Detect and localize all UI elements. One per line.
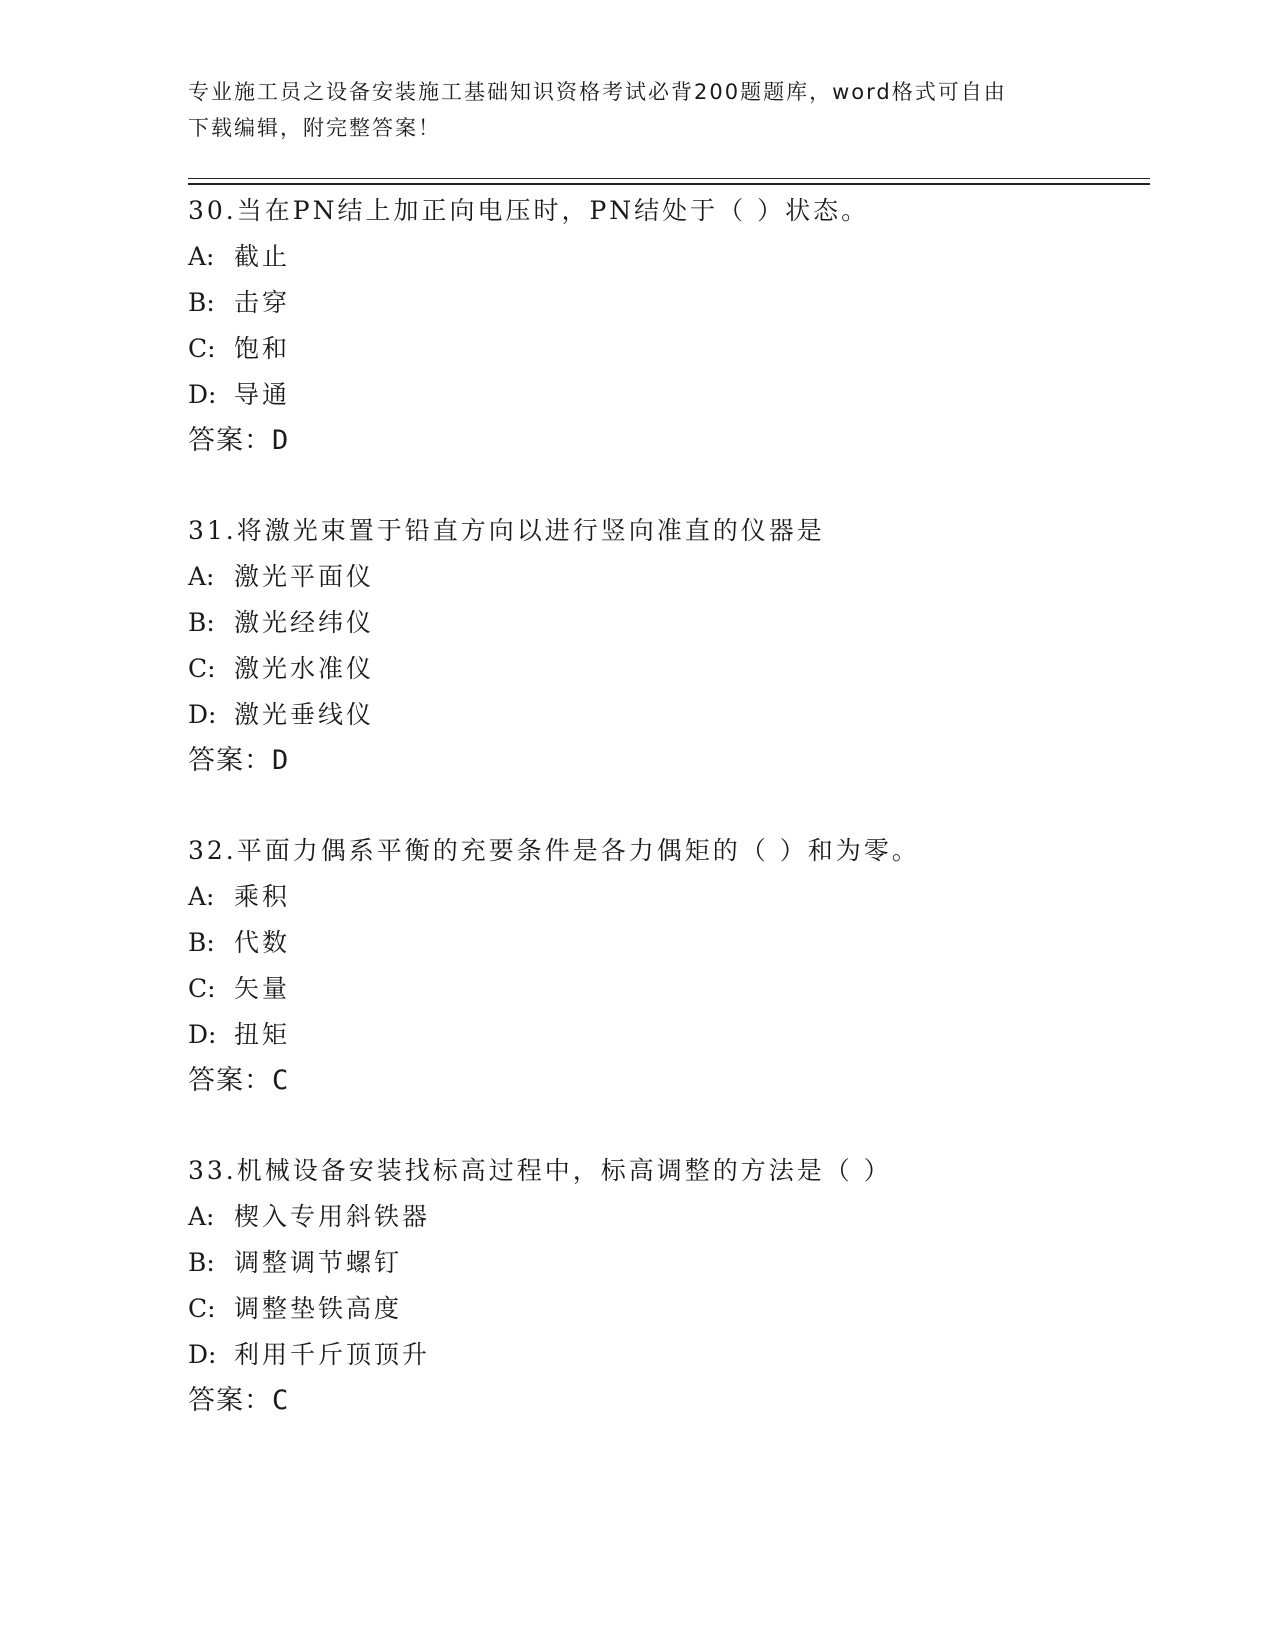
answer-label: 答案：: [188, 1385, 272, 1416]
option-a: [188, 234, 1148, 280]
option-text: 矢量: [234, 974, 291, 1003]
question-item: [188, 188, 1148, 508]
answer-label: 答案：: [188, 425, 272, 456]
option-key: C:: [188, 334, 216, 363]
option-c: [188, 1286, 1148, 1332]
answer-value: D: [272, 745, 290, 776]
question-stem: 33.机械设备安装找标高过程中，标高调整的方法是（ ）: [188, 1156, 892, 1185]
option-text: 代数: [234, 928, 291, 957]
option-b: [188, 920, 1148, 966]
answer-value: C: [272, 1385, 290, 1416]
option-key: D:: [188, 1340, 217, 1369]
answer-label: 答案：: [188, 745, 272, 776]
question-item: [188, 508, 1148, 828]
answer-label: 答案：: [188, 1065, 272, 1096]
option-key: C:: [188, 974, 216, 1003]
option-text: 饱和: [234, 334, 291, 363]
question-list: [188, 188, 1148, 1468]
option-text: 乘积: [234, 882, 291, 911]
option-key: B:: [188, 608, 215, 637]
question-item: [188, 1148, 1148, 1468]
question-stem: 31.将激光束置于铅直方向以进行竖向准直的仪器是: [188, 516, 825, 545]
header-line-2: 下载编辑，附完整答案！: [188, 116, 441, 140]
option-b: [188, 600, 1148, 646]
option-text: 楔入专用斜铁器: [234, 1202, 431, 1231]
option-b: [188, 1240, 1148, 1286]
option-key: B:: [188, 928, 215, 957]
question-stem: 30.当在PN结上加正向电压时，PN结处于（ ）状态。: [188, 196, 870, 225]
answer-line: [188, 1058, 1148, 1104]
option-text: 激光经纬仪: [234, 608, 375, 637]
option-c: [188, 646, 1148, 692]
answer-value: C: [272, 1065, 290, 1096]
answer-line: [188, 418, 1148, 464]
option-key: B:: [188, 1248, 215, 1277]
option-key: A:: [188, 242, 215, 271]
option-text: 调整调节螺钉: [234, 1248, 403, 1277]
document-header: [188, 74, 1068, 146]
option-c: [188, 966, 1148, 1012]
option-text: 调整垫铁高度: [234, 1294, 403, 1323]
answer-value: D: [272, 425, 290, 456]
option-key: C:: [188, 654, 216, 683]
option-key: A:: [188, 1202, 215, 1231]
option-key: D:: [188, 380, 217, 409]
option-a: [188, 1194, 1148, 1240]
option-c: [188, 326, 1148, 372]
question-stem: 32.平面力偶系平衡的充要条件是各力偶矩的（ ）和为零。: [188, 836, 920, 865]
option-text: 激光垂线仪: [234, 700, 375, 729]
option-text: 导通: [234, 380, 291, 409]
option-d: [188, 692, 1148, 738]
option-d: [188, 1012, 1148, 1058]
question-item: [188, 828, 1148, 1148]
option-text: 扭矩: [234, 1020, 291, 1049]
option-key: C:: [188, 1294, 216, 1323]
option-text: 激光水准仪: [234, 654, 375, 683]
option-text: 击穿: [234, 288, 291, 317]
option-a: [188, 874, 1148, 920]
option-text: 利用千斤顶顶升: [234, 1340, 431, 1369]
header-divider-thin: [188, 178, 1150, 179]
option-key: B:: [188, 288, 215, 317]
header-divider-thick: [188, 183, 1150, 185]
option-d: [188, 1332, 1148, 1378]
option-key: A:: [188, 562, 215, 591]
option-text: 激光平面仪: [234, 562, 375, 591]
option-b: [188, 280, 1148, 326]
option-d: [188, 372, 1148, 418]
option-a: [188, 554, 1148, 600]
option-text: 截止: [234, 242, 291, 271]
answer-line: [188, 738, 1148, 784]
option-key: A:: [188, 882, 215, 911]
option-key: D:: [188, 700, 217, 729]
header-line-1: 专业施工员之设备安装施工基础知识资格考试必背200题题库，word格式可自由: [188, 80, 1007, 104]
option-key: D:: [188, 1020, 217, 1049]
answer-line: [188, 1378, 1148, 1424]
